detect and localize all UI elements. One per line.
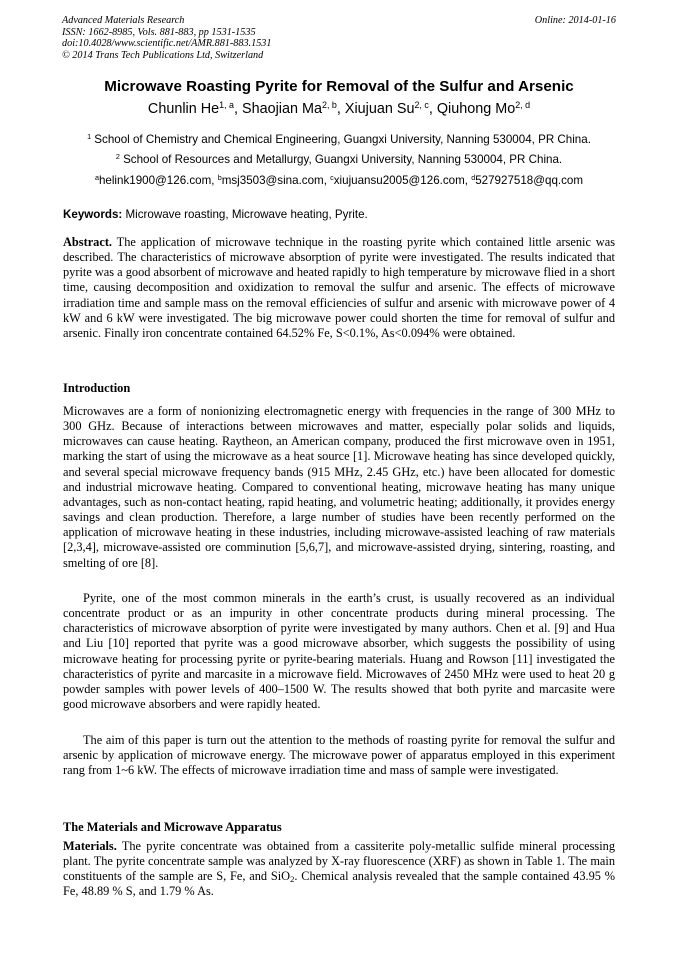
paper-title: Microwave Roasting Pyrite for Removal of the Sulfur and Arsenic xyxy=(104,78,574,95)
author: Chunlin He$^{1, a}$, xyxy=(147,100,242,117)
author: Shaojian Ma$^{2, b}$, xyxy=(241,100,345,117)
section-heading-introduction: Introduction xyxy=(63,381,131,395)
journal-name: Advanced Materials Research xyxy=(62,15,185,26)
abstract-label: Abstract. xyxy=(63,235,113,249)
paragraph: The aim of this paper is turn out the attention to the methods of roasting pyrite for removal the sulfur and arsenic by application of microwave energy. The microwave power of apparatus employed in this experiment rang from 1~6 kW. The effects of microwave irradiation time and mass of sample were investigated. xyxy=(63,733,615,778)
keywords-label: Keywords: xyxy=(63,208,123,221)
journal-header xyxy=(62,15,616,61)
affiliation-2: $^2$ School of Resources and Metallurgy, Guangxi University, Nanning 530004, PR China. xyxy=(115,152,563,166)
doi-line: doi:10.4028/www.scientific.net/AMR.881-883.1531 xyxy=(62,38,272,50)
paragraph: Pyrite, one of the most common minerals in the earth’s crust, is usually recovered as an individual concentrate product or as an impurity in other concentrate products during mineral processing. The characteristics of microwave absorption of pyrite were investigated by many authors. Chen et al. [9] and Hua and Liu [10] reported that pyrite was a good microwave absorber, which suggests the possibility of using microwave heating for processing pyrite or pyrite-bearing materials. Huang and Rowson [11] investigated the characteristics of pyrite and marcasite in a microwave field. Microwaves of 2450 MHz were used to heat 20 g powder samples with power levels of 400–1500 W. The results showed that both pyrite and marcasite were good microwave absorbers and were rapidly heated. xyxy=(63,591,615,712)
online-date: Online: 2014-01-16 xyxy=(534,15,616,26)
paragraph: Materials. The pyrite concentrate was obtained from a cassiterite poly-metallic sulfide mineral processing plant. The pyrite concentrate sample was analyzed by X-ray fluorescence (XRF) as shown in Table 1. The main constituents of the sample are S, Fe, and SiO$_2$. Chemical analysis revealed that the sample contained 43.95 % Fe, 48.89 % S, and 1.79 % As. xyxy=(63,839,615,899)
author-emails: $^a$helink1900@126.com, $^b$msj3503@sina.com, $^c$xiujuansu2005@126.com, $^d$527927518@qq.com xyxy=(94,173,584,187)
section-heading-materials: The Materials and Microwave Apparatus xyxy=(63,820,282,834)
author-list xyxy=(0,101,678,117)
materials-label: Materials. xyxy=(63,839,117,853)
keywords-text: Microwave roasting, Microwave heating, Pyrite. xyxy=(122,208,368,221)
author: Qiuhong Mo$^{2, d}$ xyxy=(436,100,531,117)
issn-line: ISSN: 1662-8985, Vols. 881-883, pp 1531-1535 xyxy=(62,26,256,38)
copyright-line: © 2014 Trans Tech Publications Ltd, Switzerland xyxy=(62,49,264,61)
keywords xyxy=(63,208,615,221)
paragraph: Microwaves are a form of nonionizing electromagnetic energy with frequencies in the range of 300 MHz to 300 GHz. Because of interactions between microwaves and matter, especially polar solids and liquids, microwaves can cause heating. Raytheon, an American company, produced the first microwave oven in 1951, marking the start of using the microwave as a heat source [1]. Microwave heating has since developed quickly, and several special microwave frequency bands (915 MHz, 2.45 GHz, etc.) have been allocated for domestic and industrial microwave heating. Compared to conventional heating, microwave heating has many unique advantages, such as non-contact heating, rapid heating, and volumetric heating; additionally, it provides energy savings and clean production. Therefore, a large number of studies have been recently performed on the application of microwave heating in these industries, including microwave-assisted leaching of raw materials [2,3,4], microwave-assisted ore comminution [5,6,7], and microwave-assisted drying, sintering, roasting, and smelting of ore [8]. xyxy=(63,404,615,570)
abstract-text: The application of microwave technique in the roasting pyrite which contained little arsenic was described. The characteristics of microwave absorption of pyrite were investigated. The results indicated that pyrite was a good absorbent of microwave and heated rapidly to high temperature by microwave flied in a short time, causing decomposition and oxidization to removal the sulfur and arsenic. The effects of microwave irradiation time and sample mass on the removal efficiencies of sulfur and arsenic with microwave power of 4 kW and 6 kW were investigated. The big microwave power could shorten the time for removal of sulfur and arsenic. Finally iron concentrate contained 64.52% Fe, S<0.1%, As<0.094% were obtained. xyxy=(63,235,615,340)
affiliation-1: $^1$ School of Chemistry and Chemical Engineering, Guangxi University, Nanning 530004, PR China. xyxy=(87,132,591,146)
author: Xiujuan Su$^{2, c}$, xyxy=(344,100,437,117)
abstract xyxy=(63,235,615,341)
